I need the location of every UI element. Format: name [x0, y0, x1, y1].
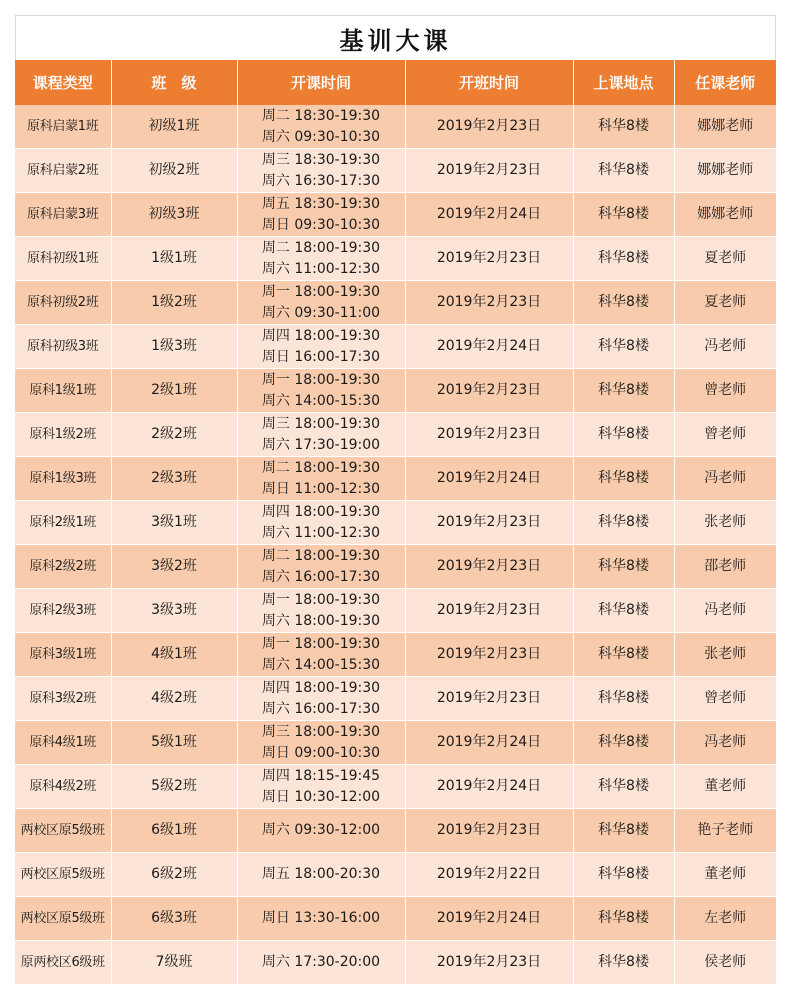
teacher-cell: 董老师 — [674, 765, 776, 809]
course-type-cell: 原科初级1班 — [15, 237, 111, 281]
class-cell: 2级3班 — [111, 457, 237, 501]
header-class: 班 级 — [111, 60, 237, 105]
location-cell: 科华8楼 — [573, 281, 674, 325]
table-row — [15, 721, 776, 765]
location-cell: 科华8楼 — [573, 149, 674, 193]
class-time-line: 周六 09:30-10:30 — [261, 128, 381, 145]
class-time-cell — [237, 281, 405, 325]
class-time-line: 周一 18:00-19:30 — [261, 591, 381, 608]
location-cell: 科华8楼 — [573, 589, 674, 633]
class-time-line: 周六 14:00-15:30 — [261, 392, 381, 409]
table-body — [15, 105, 776, 985]
class-time-cell — [237, 809, 405, 853]
start-date-cell: 2019年2月23日 — [405, 677, 573, 721]
class-cell: 1级3班 — [111, 325, 237, 369]
table-row — [15, 897, 776, 941]
teacher-cell: 曾老师 — [674, 413, 776, 457]
teacher-cell: 侯老师 — [674, 941, 776, 985]
class-time-line: 周六 11:00-12:30 — [261, 260, 381, 277]
course-type-cell: 原科1级2班 — [15, 413, 111, 457]
start-date-cell: 2019年2月23日 — [405, 369, 573, 413]
class-time-line: 周五 18:00-20:30 — [261, 866, 381, 882]
class-time-line: 周日 09:00-10:30 — [261, 744, 381, 761]
class-time-line: 周四 18:15-19:45 — [261, 767, 381, 784]
table-row — [15, 809, 776, 853]
course-type-cell: 原科初级2班 — [15, 281, 111, 325]
teacher-cell: 冯老师 — [674, 457, 776, 501]
course-type-cell: 两校区原5级班 — [15, 897, 111, 941]
class-cell: 初级1班 — [111, 105, 237, 149]
class-time-line: 周一 18:00-19:30 — [261, 635, 381, 652]
course-type-cell: 原科3级2班 — [15, 677, 111, 721]
class-time-cell — [237, 765, 405, 809]
course-type-cell: 原科1级1班 — [15, 369, 111, 413]
start-date-cell: 2019年2月23日 — [405, 413, 573, 457]
header-course-type: 课程类型 — [15, 60, 111, 105]
teacher-cell: 娜娜老师 — [674, 193, 776, 237]
start-date-cell: 2019年2月23日 — [405, 105, 573, 149]
class-cell: 2级2班 — [111, 413, 237, 457]
class-time-cell — [237, 457, 405, 501]
teacher-cell: 曾老师 — [674, 369, 776, 413]
class-time-cell — [237, 149, 405, 193]
class-cell: 2级1班 — [111, 369, 237, 413]
location-cell: 科华8楼 — [573, 677, 674, 721]
table-row — [15, 633, 776, 677]
teacher-cell: 董老师 — [674, 853, 776, 897]
class-time-line: 周日 16:00-17:30 — [261, 348, 381, 365]
class-time-line: 周四 18:00-19:30 — [261, 327, 381, 344]
start-date-cell: 2019年2月23日 — [405, 545, 573, 589]
location-cell: 科华8楼 — [573, 325, 674, 369]
course-type-cell: 原科启蒙2班 — [15, 149, 111, 193]
class-time-line: 周日 09:30-10:30 — [261, 216, 381, 233]
class-time-line: 周二 18:00-19:30 — [261, 459, 381, 476]
start-date-cell: 2019年2月23日 — [405, 589, 573, 633]
table-header — [15, 60, 776, 105]
teacher-cell: 夏老师 — [674, 237, 776, 281]
header-class-time: 开课时间 — [237, 60, 405, 105]
start-date-cell: 2019年2月23日 — [405, 633, 573, 677]
class-time-cell — [237, 545, 405, 589]
class-time-line: 周二 18:30-19:30 — [261, 107, 381, 124]
class-time-cell — [237, 501, 405, 545]
course-type-cell: 两校区原5级班 — [15, 853, 111, 897]
class-time-line: 周三 18:30-19:30 — [261, 151, 381, 168]
course-type-cell: 原科4级1班 — [15, 721, 111, 765]
class-time-line: 周六 14:00-15:30 — [261, 656, 381, 673]
header-location: 上课地点 — [573, 60, 674, 105]
teacher-cell: 夏老师 — [674, 281, 776, 325]
start-date-cell: 2019年2月23日 — [405, 237, 573, 281]
title-bar — [15, 15, 776, 60]
table-row — [15, 677, 776, 721]
header-row — [15, 60, 776, 105]
class-time-line: 周四 18:00-19:30 — [261, 679, 381, 696]
location-cell: 科华8楼 — [573, 633, 674, 677]
class-time-line: 周六 16:00-17:30 — [261, 568, 381, 585]
start-date-cell: 2019年2月23日 — [405, 941, 573, 985]
course-type-cell: 原科3级1班 — [15, 633, 111, 677]
teacher-cell: 左老师 — [674, 897, 776, 941]
class-time-cell — [237, 193, 405, 237]
class-time-line: 周日 13:30-16:00 — [261, 910, 381, 926]
table-row — [15, 413, 776, 457]
class-time-line: 周五 18:30-19:30 — [261, 195, 381, 212]
course-type-cell: 原科2级1班 — [15, 501, 111, 545]
teacher-cell: 艳子老师 — [674, 809, 776, 853]
class-cell: 初级3班 — [111, 193, 237, 237]
table-row — [15, 545, 776, 589]
start-date-cell: 2019年2月24日 — [405, 765, 573, 809]
page-title: 基训大课 — [339, 26, 452, 55]
class-time-line: 周六 16:30-17:30 — [261, 172, 381, 189]
class-cell: 1级1班 — [111, 237, 237, 281]
location-cell: 科华8楼 — [573, 193, 674, 237]
location-cell: 科华8楼 — [573, 237, 674, 281]
class-time-line: 周六 09:30-12:00 — [261, 822, 381, 838]
schedule-table — [15, 60, 776, 985]
class-cell: 6级2班 — [111, 853, 237, 897]
class-time-cell — [237, 721, 405, 765]
location-cell: 科华8楼 — [573, 369, 674, 413]
teacher-cell: 冯老师 — [674, 325, 776, 369]
table-row — [15, 589, 776, 633]
class-time-line: 周日 10:30-12:00 — [261, 788, 381, 805]
class-time-line: 周六 09:30-11:00 — [261, 304, 381, 321]
class-cell: 初级2班 — [111, 149, 237, 193]
table-row — [15, 853, 776, 897]
class-cell: 6级1班 — [111, 809, 237, 853]
class-time-cell — [237, 853, 405, 897]
class-time-line: 周六 11:00-12:30 — [261, 524, 381, 541]
teacher-cell: 冯老师 — [674, 721, 776, 765]
table-row — [15, 325, 776, 369]
class-time-line: 周六 17:30-20:00 — [261, 954, 381, 970]
start-date-cell: 2019年2月24日 — [405, 325, 573, 369]
start-date-cell: 2019年2月24日 — [405, 193, 573, 237]
class-cell: 6级3班 — [111, 897, 237, 941]
class-time-cell — [237, 413, 405, 457]
class-time-cell — [237, 633, 405, 677]
location-cell: 科华8楼 — [573, 105, 674, 149]
table-row — [15, 369, 776, 413]
course-type-cell: 原科2级3班 — [15, 589, 111, 633]
table-row — [15, 193, 776, 237]
table-row — [15, 457, 776, 501]
course-type-cell: 原科4级2班 — [15, 765, 111, 809]
class-time-line: 周四 18:00-19:30 — [261, 503, 381, 520]
table-row — [15, 501, 776, 545]
class-time-line: 周二 18:00-19:30 — [261, 239, 381, 256]
table-row — [15, 149, 776, 193]
class-time-line: 周一 18:00-19:30 — [261, 371, 381, 388]
location-cell: 科华8楼 — [573, 413, 674, 457]
class-time-line: 周六 18:00-19:30 — [261, 612, 381, 629]
course-type-cell: 原科2级2班 — [15, 545, 111, 589]
class-cell: 1级2班 — [111, 281, 237, 325]
table-row — [15, 941, 776, 985]
class-cell: 4级2班 — [111, 677, 237, 721]
class-time-line: 周三 18:00-19:30 — [261, 723, 381, 740]
start-date-cell: 2019年2月24日 — [405, 897, 573, 941]
teacher-cell: 张老师 — [674, 633, 776, 677]
start-date-cell: 2019年2月23日 — [405, 149, 573, 193]
location-cell: 科华8楼 — [573, 545, 674, 589]
start-date-cell: 2019年2月23日 — [405, 281, 573, 325]
class-time-cell — [237, 369, 405, 413]
location-cell: 科华8楼 — [573, 809, 674, 853]
class-cell: 3级1班 — [111, 501, 237, 545]
start-date-cell: 2019年2月24日 — [405, 457, 573, 501]
course-type-cell: 原科启蒙1班 — [15, 105, 111, 149]
class-cell: 3级3班 — [111, 589, 237, 633]
class-cell: 3级2班 — [111, 545, 237, 589]
table-row — [15, 237, 776, 281]
table-row — [15, 105, 776, 149]
start-date-cell: 2019年2月22日 — [405, 853, 573, 897]
class-cell: 5级2班 — [111, 765, 237, 809]
header-start-date: 开班时间 — [405, 60, 573, 105]
course-type-cell: 原两校区6级班 — [15, 941, 111, 985]
location-cell: 科华8楼 — [573, 897, 674, 941]
location-cell: 科华8楼 — [573, 853, 674, 897]
class-time-line: 周六 16:00-17:30 — [261, 700, 381, 717]
class-time-cell — [237, 897, 405, 941]
table-row — [15, 281, 776, 325]
teacher-cell: 张老师 — [674, 501, 776, 545]
class-time-line: 周三 18:00-19:30 — [261, 415, 381, 432]
class-cell: 4级1班 — [111, 633, 237, 677]
class-time-line: 周六 17:30-19:00 — [261, 436, 381, 453]
teacher-cell: 娜娜老师 — [674, 149, 776, 193]
location-cell: 科华8楼 — [573, 501, 674, 545]
schedule-sheet — [15, 15, 776, 985]
location-cell: 科华8楼 — [573, 941, 674, 985]
location-cell: 科华8楼 — [573, 721, 674, 765]
class-cell: 7级班 — [111, 941, 237, 985]
course-type-cell: 原科启蒙3班 — [15, 193, 111, 237]
class-time-cell — [237, 589, 405, 633]
location-cell: 科华8楼 — [573, 765, 674, 809]
class-time-cell — [237, 325, 405, 369]
class-time-line: 周日 11:00-12:30 — [261, 480, 381, 497]
table-row — [15, 765, 776, 809]
class-time-cell — [237, 237, 405, 281]
class-time-cell — [237, 105, 405, 149]
course-type-cell: 两校区原5级班 — [15, 809, 111, 853]
course-type-cell: 原科初级3班 — [15, 325, 111, 369]
teacher-cell: 曾老师 — [674, 677, 776, 721]
class-time-cell — [237, 941, 405, 985]
start-date-cell: 2019年2月23日 — [405, 501, 573, 545]
class-time-cell — [237, 677, 405, 721]
course-type-cell: 原科1级3班 — [15, 457, 111, 501]
teacher-cell: 邵老师 — [674, 545, 776, 589]
location-cell: 科华8楼 — [573, 457, 674, 501]
teacher-cell: 娜娜老师 — [674, 105, 776, 149]
start-date-cell: 2019年2月24日 — [405, 721, 573, 765]
class-cell: 5级1班 — [111, 721, 237, 765]
class-time-line: 周二 18:00-19:30 — [261, 547, 381, 564]
start-date-cell: 2019年2月23日 — [405, 809, 573, 853]
header-teacher: 任课老师 — [674, 60, 776, 105]
class-time-line: 周一 18:00-19:30 — [261, 283, 381, 300]
teacher-cell: 冯老师 — [674, 589, 776, 633]
